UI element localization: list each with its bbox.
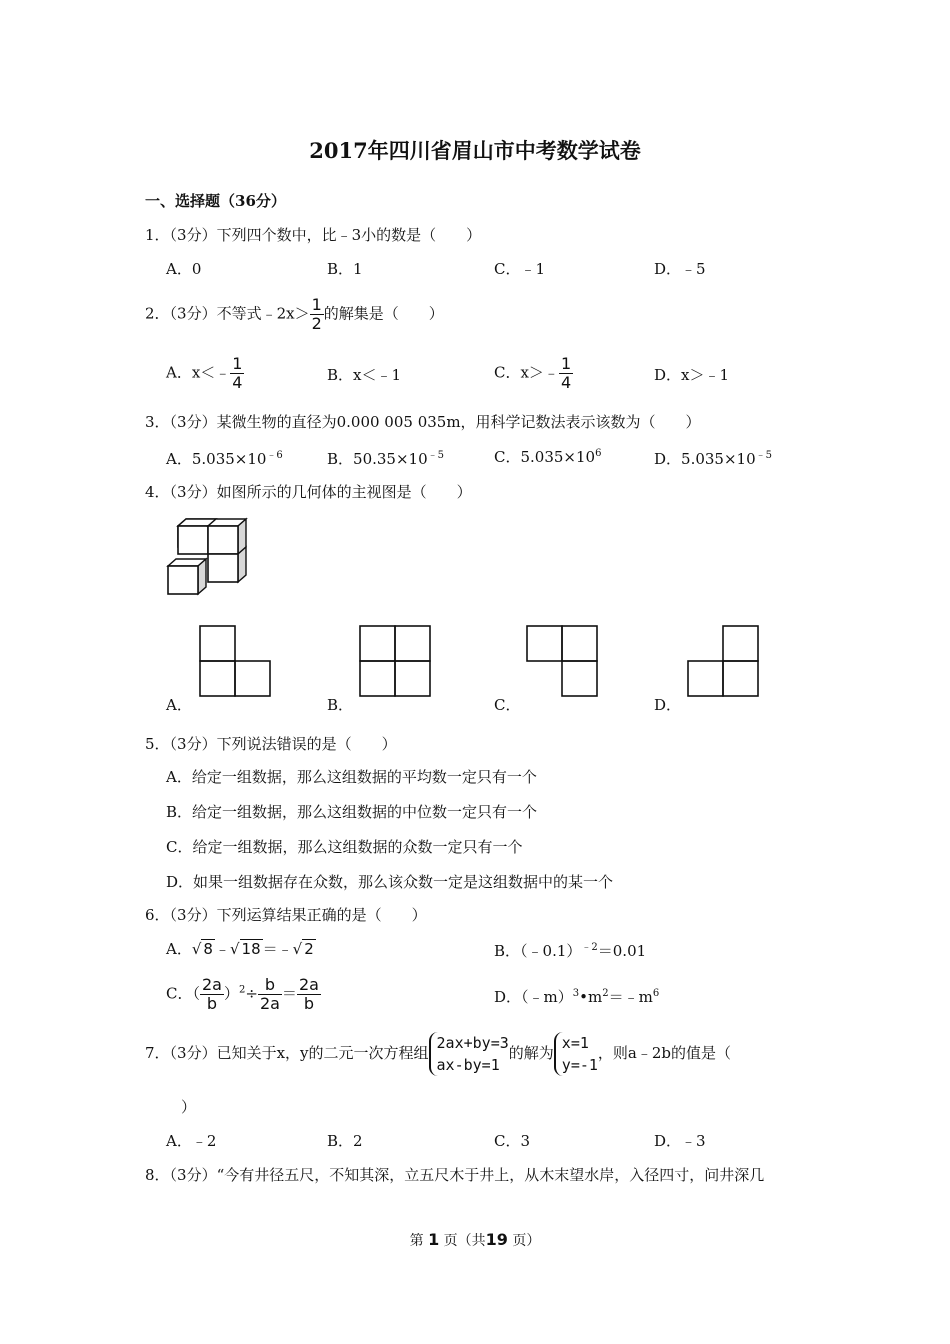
question-4-stem: 4．（3分）如图所示的几何体的主视图是（ ） <box>145 483 472 501</box>
question-4-option-a[interactable]: A． <box>166 696 192 714</box>
question-1-option-c[interactable]: C．﹣1 <box>494 260 546 278</box>
question-7-option-a[interactable]: A．﹣2 <box>166 1132 217 1150</box>
question-3-option-b[interactable]: B．$50.35\times 10^{﹣5}$ <box>327 450 444 468</box>
question-5-option-d[interactable]: D．如果一组数据存在众数，那么该众数一定是这组数据中的某一个 <box>166 873 614 891</box>
fraction: $\frac{b}{2a}$ <box>259 975 280 1013</box>
page-footer: 第 1 页（共19 页） <box>409 1230 541 1249</box>
question-7-option-c[interactable]: C．3 <box>494 1132 531 1150</box>
solution-system: x=1 y=-1 <box>554 1032 598 1076</box>
question-6-stem: 6．（3分）下列运算结果正确的是（ ） <box>145 906 427 924</box>
question-7-option-b[interactable]: B．2 <box>327 1132 363 1150</box>
question-4-option-d[interactable]: D． <box>654 696 682 714</box>
square-root: √ 2 <box>292 940 314 958</box>
option-c-view-figure <box>525 624 601 698</box>
option-d-view-figure <box>686 624 762 698</box>
option-a-view-figure <box>198 624 274 698</box>
question-5-option-b[interactable]: B．给定一组数据，那么这组数据的中位数一定只有一个 <box>166 803 538 821</box>
question-6-option-a[interactable]: A．√ 8 ﹣√ 18 ＝﹣√ 2 <box>166 940 314 958</box>
question-3-stem: 3．（3分）某微生物的直径为0.000 005 035m，用科学记数法表示该数为（ ） <box>145 413 701 431</box>
question-2-option-c[interactable]: C．x＞﹣ $\frac{1}{4}$ <box>494 354 572 392</box>
page-title: 2017年四川省眉山市中考数学试卷 <box>309 138 641 163</box>
question-2-option-b[interactable]: B．x＜﹣1 <box>327 366 402 384</box>
total-page-count: 19 <box>485 1230 508 1249</box>
question-1-stem: 1．（3分）下列四个数中，比﹣3小的数是（ ） <box>145 226 482 244</box>
question-1-option-a[interactable]: A．0 <box>166 260 202 278</box>
option-b-view-figure <box>358 624 434 698</box>
question-6-option-d[interactable]: D．$(﹣m)^3•m^2=﹣m^6$ <box>494 988 660 1006</box>
section-heading: 一、选择题（36分） <box>145 192 286 210</box>
question-7-option-d[interactable]: D．﹣3 <box>654 1132 706 1150</box>
square-root: √ 8 <box>191 940 213 958</box>
question-5-option-c[interactable]: C．给定一组数据，那么这组数据的众数一定只有一个 <box>166 838 523 856</box>
current-page-number: 1 <box>428 1230 440 1249</box>
square-root: √ 18 <box>229 940 261 958</box>
fraction: $\frac{1}{4}$ <box>232 354 243 392</box>
fraction: $\frac{1}{4}$ <box>560 354 572 392</box>
fraction: $\frac{1}{2}$ <box>311 295 322 333</box>
question-6-option-b[interactable]: B．（﹣0.1）$^{﹣2}$＝0.01 <box>494 942 647 960</box>
geometric-solid-figure <box>166 514 250 598</box>
question-1-option-b[interactable]: B．1 <box>327 260 363 278</box>
question-1-option-d[interactable]: D．﹣5 <box>654 260 706 278</box>
fraction: $\frac{2a}{b}$ <box>201 975 222 1013</box>
question-6-option-c[interactable]: C．（ $\frac{2a}{b}$ ）$^2$÷ $\frac{b}{2a}$ ＝ $\frac{2a}{b}$ <box>166 975 319 1013</box>
question-2-option-d[interactable]: D．x＞﹣1 <box>654 366 730 384</box>
question-5-option-a[interactable]: A．给定一组数据，那么这组数据的平均数一定只有一个 <box>166 768 537 786</box>
question-7-stem: 7．（3分）已知关于x，y的二元一次方程组 2ax+by=3 ax-by=1 的解为 x=1 y=-1 ，则a﹣2b的值是（ <box>145 1034 732 1074</box>
equation-system: 2ax+by=3 ax-by=1 <box>429 1032 509 1076</box>
question-8-stem: 8．（3分）“今有井径五尺，不知其深，立五尺木于井上，从木末望水岸，入径四寸，问井深几 <box>145 1166 765 1184</box>
question-3-option-c[interactable]: C．$5.035\times 10^6$ <box>494 448 602 466</box>
question-2-option-a[interactable]: A．x＜﹣ $\frac{1}{4}$ <box>166 354 243 392</box>
fraction: $\frac{2a}{b}$ <box>298 975 319 1013</box>
question-4-option-c[interactable]: C． <box>494 696 521 714</box>
question-5-stem: 5．（3分）下列说法错误的是（ ） <box>145 735 397 753</box>
question-4-option-b[interactable]: B． <box>327 696 354 714</box>
question-7-stem-end: ） <box>181 1098 197 1116</box>
question-3-option-d[interactable]: D．$5.035\times 10^{﹣5}$ <box>654 450 772 468</box>
question-3-option-a[interactable]: A．$5.035\times 10^{﹣6}$ <box>166 450 283 468</box>
question-2-stem: 2．（3分）不等式﹣2x＞ $\frac{1}{2}$ 的解集是（ ） <box>145 295 444 333</box>
